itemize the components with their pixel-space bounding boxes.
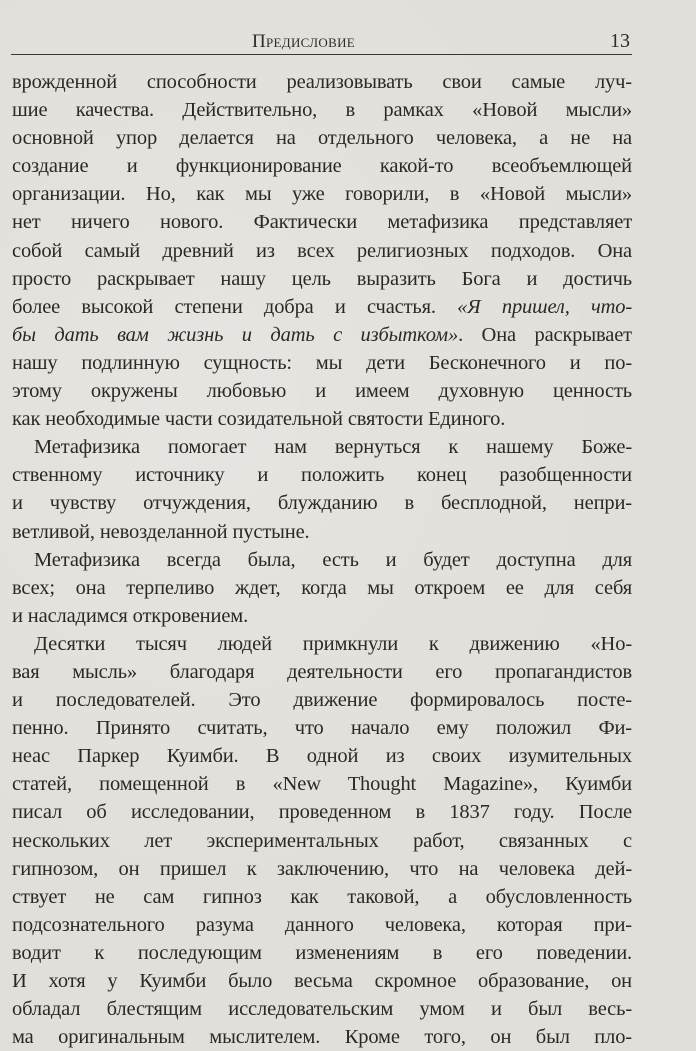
quote-italic: бы дать вам жизнь и дать с избытком» (12, 323, 459, 346)
running-header (11, 30, 632, 55)
text-line: обладал блестящим исследовательским умом и был весь- (12, 998, 632, 1021)
text-line: организации. Но, как мы уже говорили, в «Новой мысли» (12, 183, 632, 206)
text-line: всех; она терпеливо ждет, когда мы откроем ее для себя (12, 576, 632, 599)
text-line: писал об исследовании, проведенном в 1837 году. После (12, 801, 632, 824)
text-run: . Она раскрывает (458, 323, 632, 346)
paragraph-4 (12, 630, 632, 1051)
text-line: водит к последующим изменениям в его поведении. (12, 941, 632, 964)
body-text (12, 68, 632, 1051)
text-line: ственному источнику и положить конец разобщенности (12, 464, 632, 487)
text-run: более высокой степени добра и счастья. (12, 295, 458, 318)
text-line: ствует не сам гипноз как таковой, а обусловленность (12, 885, 632, 908)
text-line: Десятки тысяч людей примкнули к движению «Но- (34, 632, 632, 655)
text-line: шие качества. Действительно, в рамках «Новой мысли» (12, 99, 632, 122)
paragraph-2 (12, 433, 632, 545)
text-line: этому окружены любовью и имеем духовную ценность (12, 380, 632, 403)
text-line: нет ничего нового. Фактически метафизика представляет (12, 211, 632, 234)
text-line: статей, помещенной в «New Thought Magazine», Куимби (12, 773, 632, 796)
running-title: Предисловие (252, 31, 356, 52)
text-line: нескольких лет экспериментальных работ, связанных с (12, 829, 632, 852)
paragraph-3 (12, 546, 632, 630)
text-line: И хотя у Куимби было весьма скромное образование, он (12, 970, 632, 992)
text-line: собой самый древний из всех религиозных подходов. Она (12, 239, 632, 262)
text-line: как необходимые части созидательной святости Единого. (12, 408, 506, 431)
text-line: ма оригинальным мыслителем. Кроме того, он был пло- (12, 1026, 632, 1049)
text-line: Метафизика всегда была, есть и будет доступна для (34, 548, 632, 571)
text-line: ветливой, невозделанной пустыне. (12, 520, 310, 543)
text-line: нашу подлинную сущность: мы дети Бесконечного и по- (12, 351, 632, 374)
text-line: создание и функционирование какой-то всеобъемлющей (12, 155, 632, 178)
text-line: гипнозом, он пришел к заключению, что на человека дей- (12, 857, 632, 880)
page-number: 13 (610, 30, 630, 52)
text-line: пенно. Принято считать, что начало ему положил Фи- (12, 717, 632, 740)
paragraph-1 (12, 68, 632, 433)
text-line (12, 321, 632, 349)
text-line: и насладимся откровением. (12, 604, 249, 627)
text-line: основной упор делается на отдельного человека, а не на (12, 127, 632, 150)
text-line (12, 293, 632, 321)
text-line: подсознательного разума данного человека, которая при- (12, 913, 632, 936)
text-line: и чувству отчуждения, блужданию в бесплодной, непри- (12, 492, 632, 515)
quote-italic: «Я пришел, что- (457, 295, 632, 318)
text-line: врожденной способности реализовывать свои самые луч- (12, 71, 632, 93)
text-line: неас Паркер Куимби. В одной из своих изумительных (12, 745, 632, 768)
text-line: Метафизика помогает нам вернуться к нашему Боже- (34, 436, 632, 459)
text-line: вая мысль» благодаря деятельности его пропагандистов (12, 660, 632, 683)
text-line: просто раскрывает нашу цель выразить Бога и достичь (12, 267, 632, 290)
text-line: и последователей. Это движение формировалось посте- (12, 689, 632, 712)
